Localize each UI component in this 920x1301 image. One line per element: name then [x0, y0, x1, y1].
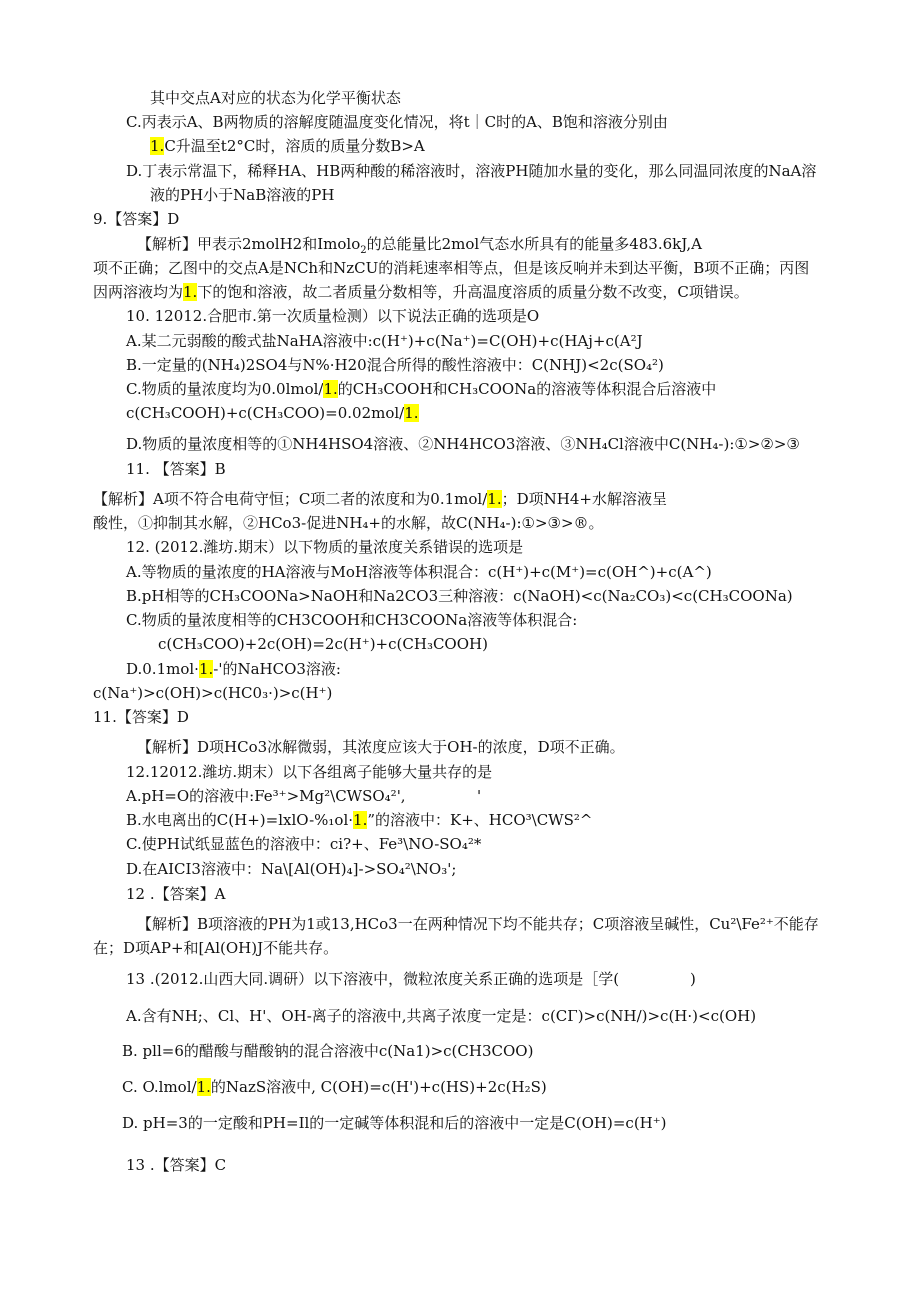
text: 12. (2012.潍坊.期末）以下物质的量浓度关系错误的选项是 [126, 538, 524, 556]
text: 酸性，①抑制其水解，②HCo3-促进NH₄+的水解，故C(NH₄-):①>③>®。 [93, 514, 604, 532]
option-c-line1 [126, 112, 668, 132]
q12a-option-d-line1 [126, 659, 341, 679]
highlight-mark: 1. [404, 404, 419, 422]
option-d-line1 [126, 161, 816, 181]
analysis-11b [137, 737, 625, 757]
text: D.0.1mol· [126, 660, 199, 678]
highlight-mark: 1. [196, 1078, 211, 1096]
text: 【解析】B项溶液的PH为1或13,HCo3一在两种情况下均不能共存；C项溶液呈碱性，Cu²\Fe²⁺不能存 [137, 915, 819, 933]
text: C升温至t2°C时，溶质的质量分数B>A [164, 137, 425, 155]
text: B. pll=6的醋酸与醋酸钠的混合溶液中c(Na1)>c(CH3COO) [122, 1042, 534, 1060]
highlight-mark: 1. [198, 660, 214, 678]
text: 项不正确；乙图中的交点A是NCh和NzCU的消耗速率相等点，但是该反响并未到达平衡，B项不正确；丙图 [93, 259, 810, 277]
q12a-option-a [126, 562, 712, 582]
analysis-9-line3 [93, 282, 749, 302]
q10-option-b [126, 355, 664, 375]
text: 12.12012.潍坊.期末）以下各组离子能够大量共存的是 [126, 763, 493, 781]
option-b-continuation [150, 88, 401, 108]
question-12b [126, 762, 492, 782]
text: D. pH=3的一定酸和PH=Il的一定碱等体积混和后的溶液中一定是C(OH)=c(H⁺) [122, 1114, 667, 1132]
question-13 [126, 969, 696, 989]
text: C. O.lmol/ [122, 1078, 197, 1096]
text: 13 .【答案】C [126, 1156, 227, 1174]
text: 液的PH小于NaB溶液的PH [150, 186, 335, 204]
answer-11a [126, 459, 226, 479]
text: 9.【答案】D [93, 210, 180, 228]
question-12a [126, 537, 523, 557]
text: D.丁表示常温下，稀释HA、HB两种酸的稀溶液时，溶液PH随加水量的变化，那么同温同浓度的NaA溶 [126, 162, 817, 180]
text: 的总能量比2mol气态水所具有的能量多483.6kJ,A [366, 235, 702, 253]
question-10 [126, 306, 539, 326]
text: D.物质的量浓度相等的①NH4HSO4溶液、②NH4HCO3溶液、③NH₄Cl溶液中C(NH₄-):①>②>③ [126, 435, 800, 453]
text: 11.【答案】D [93, 708, 189, 726]
text: 的NazS溶液中, C(OH)=c(H')+c(HS)+2c(H₂S) [210, 1078, 547, 1096]
text: B.水电离出的C(H+)=lxlO-%₁ol· [126, 811, 354, 829]
q13-option-b [122, 1041, 533, 1061]
text: 【解析】D项HCo3冰解微弱，其浓度应该大于OH-的浓度，D项不正确。 [137, 738, 625, 756]
text: A.pH=O的溶液中:Fe³⁺>Mg²\CWSO₄²', [126, 787, 406, 805]
q12b-option-b [126, 810, 592, 830]
q12b-option-c [126, 834, 481, 854]
q13-option-d [122, 1113, 667, 1133]
text: c(Na⁺)>c(OH)>c(HC0₃·)>c(H⁺) [93, 684, 333, 702]
text: c(CH₃COOH)+c(CH₃COO)=0.02mol/ [126, 404, 405, 422]
text: A.某二元弱酸的酸式盐NaHA溶液中:c(H⁺)+c(Na⁺)=C(OH)+c(HAj+c(A²J [126, 332, 643, 350]
text: B.pH相等的CH₃COONa>NaOH和Na2CO3三种溶液：c(NaOH)<c(Na₂CO₃)<c(CH₃COONa) [126, 587, 793, 605]
stray-mark: ' [477, 787, 482, 805]
text: c(CH₃COO)+2c(OH)=2c(H⁺)+c(CH₃COOH) [158, 635, 488, 653]
highlight-mark: 1. [150, 137, 165, 155]
q12a-option-c-line1 [126, 610, 577, 630]
text: 【解析】甲表示2molH2和Imolo [137, 235, 361, 253]
text: 其中交点A对应的状态为化学平衡状态 [150, 89, 401, 107]
text: C.物质的量浓度均为0.0lmol/ [126, 380, 324, 398]
q12b-option-d [126, 859, 456, 879]
q10-option-a [126, 331, 643, 351]
analysis-11a-line1 [93, 489, 667, 509]
q13-option-c [122, 1077, 547, 1097]
text: A.含有NH;、Cl、H'、OH-离子的溶液中,共离子浓度一定是：c(CΓ)>c(NH/)>c(H·)<c(OH) [126, 1007, 757, 1025]
highlight-mark: 1. [183, 283, 198, 301]
text: ”的溶液中：K+、HCO³\CWS²^ [367, 811, 593, 829]
answer-11b [93, 707, 189, 727]
q13-option-a [126, 1006, 756, 1026]
option-c-line2 [150, 136, 425, 156]
subscript: 2 [360, 245, 367, 256]
text: 【解析】A项不符合电荷守恒；C项二者的浓度和为0.1mol/ [93, 490, 488, 508]
q10-option-c-line2 [126, 403, 419, 423]
analysis-9-line2 [93, 258, 809, 278]
text: 11. 【答案】B [126, 460, 226, 478]
highlight-mark: 1. [323, 380, 338, 398]
text: 的CH₃COOH和CH₃COONa的溶液等体积混合后溶液中 [337, 380, 717, 398]
q12a-option-b [126, 586, 793, 606]
text: -'的NaHCO3溶液: [213, 660, 341, 678]
answer-9 [93, 209, 179, 229]
text: ；D项NH4+水解溶液呈 [501, 490, 667, 508]
text: D.在AICI3溶液中：Na\[Al(OH)₄]->SO₄²\NO₃'; [126, 860, 457, 878]
q12a-option-d-line2 [93, 683, 332, 703]
q10-option-d [126, 434, 800, 454]
text: A.等物质的量浓度的HA溶液与MoH溶液等体积混合：c(H⁺)+c(M⁺)=c(OH^)+c(A^) [126, 563, 712, 581]
text: B.一定量的(NH₄)2SO4与N%·H20混合所得的酸性溶液中：C(NHJ)<2c(SO₄²) [126, 356, 664, 374]
answer-12 [126, 884, 225, 904]
text: 10. 12012.合肥市.第一次质量检测）以下说法正确的选项是O [126, 307, 540, 325]
answer-13 [126, 1155, 226, 1175]
highlight-mark: 1. [487, 490, 502, 508]
q10-option-c-line1 [126, 379, 716, 399]
q12a-option-c-line2 [158, 634, 488, 654]
analysis-11a-line2 [93, 513, 604, 533]
analysis-12-line1 [137, 914, 819, 934]
highlight-mark: 1. [353, 811, 368, 829]
q12b-option-a [126, 786, 482, 806]
text: 12 .【答案】A [126, 885, 226, 903]
text: 在；D项AP+和[Al(OH)J不能共存。 [93, 939, 339, 957]
answer-paren: ) [690, 970, 696, 988]
text: C.物质的量浓度相等的CH3COOH和CH3COONa溶液等体积混合: [126, 611, 578, 629]
text: 13 .(2012.山西大同.调研）以下溶液中，微粒浓度关系正确的选项是［学( [126, 970, 620, 988]
text: C.丙表示A、B两物质的溶解度随温度变化情况，将t｜C时的A、B饱和溶液分别由 [126, 113, 668, 131]
analysis-9-line1 [137, 234, 702, 254]
option-d-line2 [150, 185, 334, 205]
text: 因两溶液均为 [93, 283, 184, 301]
text: 下的饱和溶液，故二者质量分数相等，升高温度溶质的质量分数不改变，C项错误。 [197, 283, 749, 301]
text: C.使PH试纸显蓝色的溶液中：ci?+、Fe³\NO-SO₄²* [126, 835, 482, 853]
analysis-12-line2 [93, 938, 338, 958]
